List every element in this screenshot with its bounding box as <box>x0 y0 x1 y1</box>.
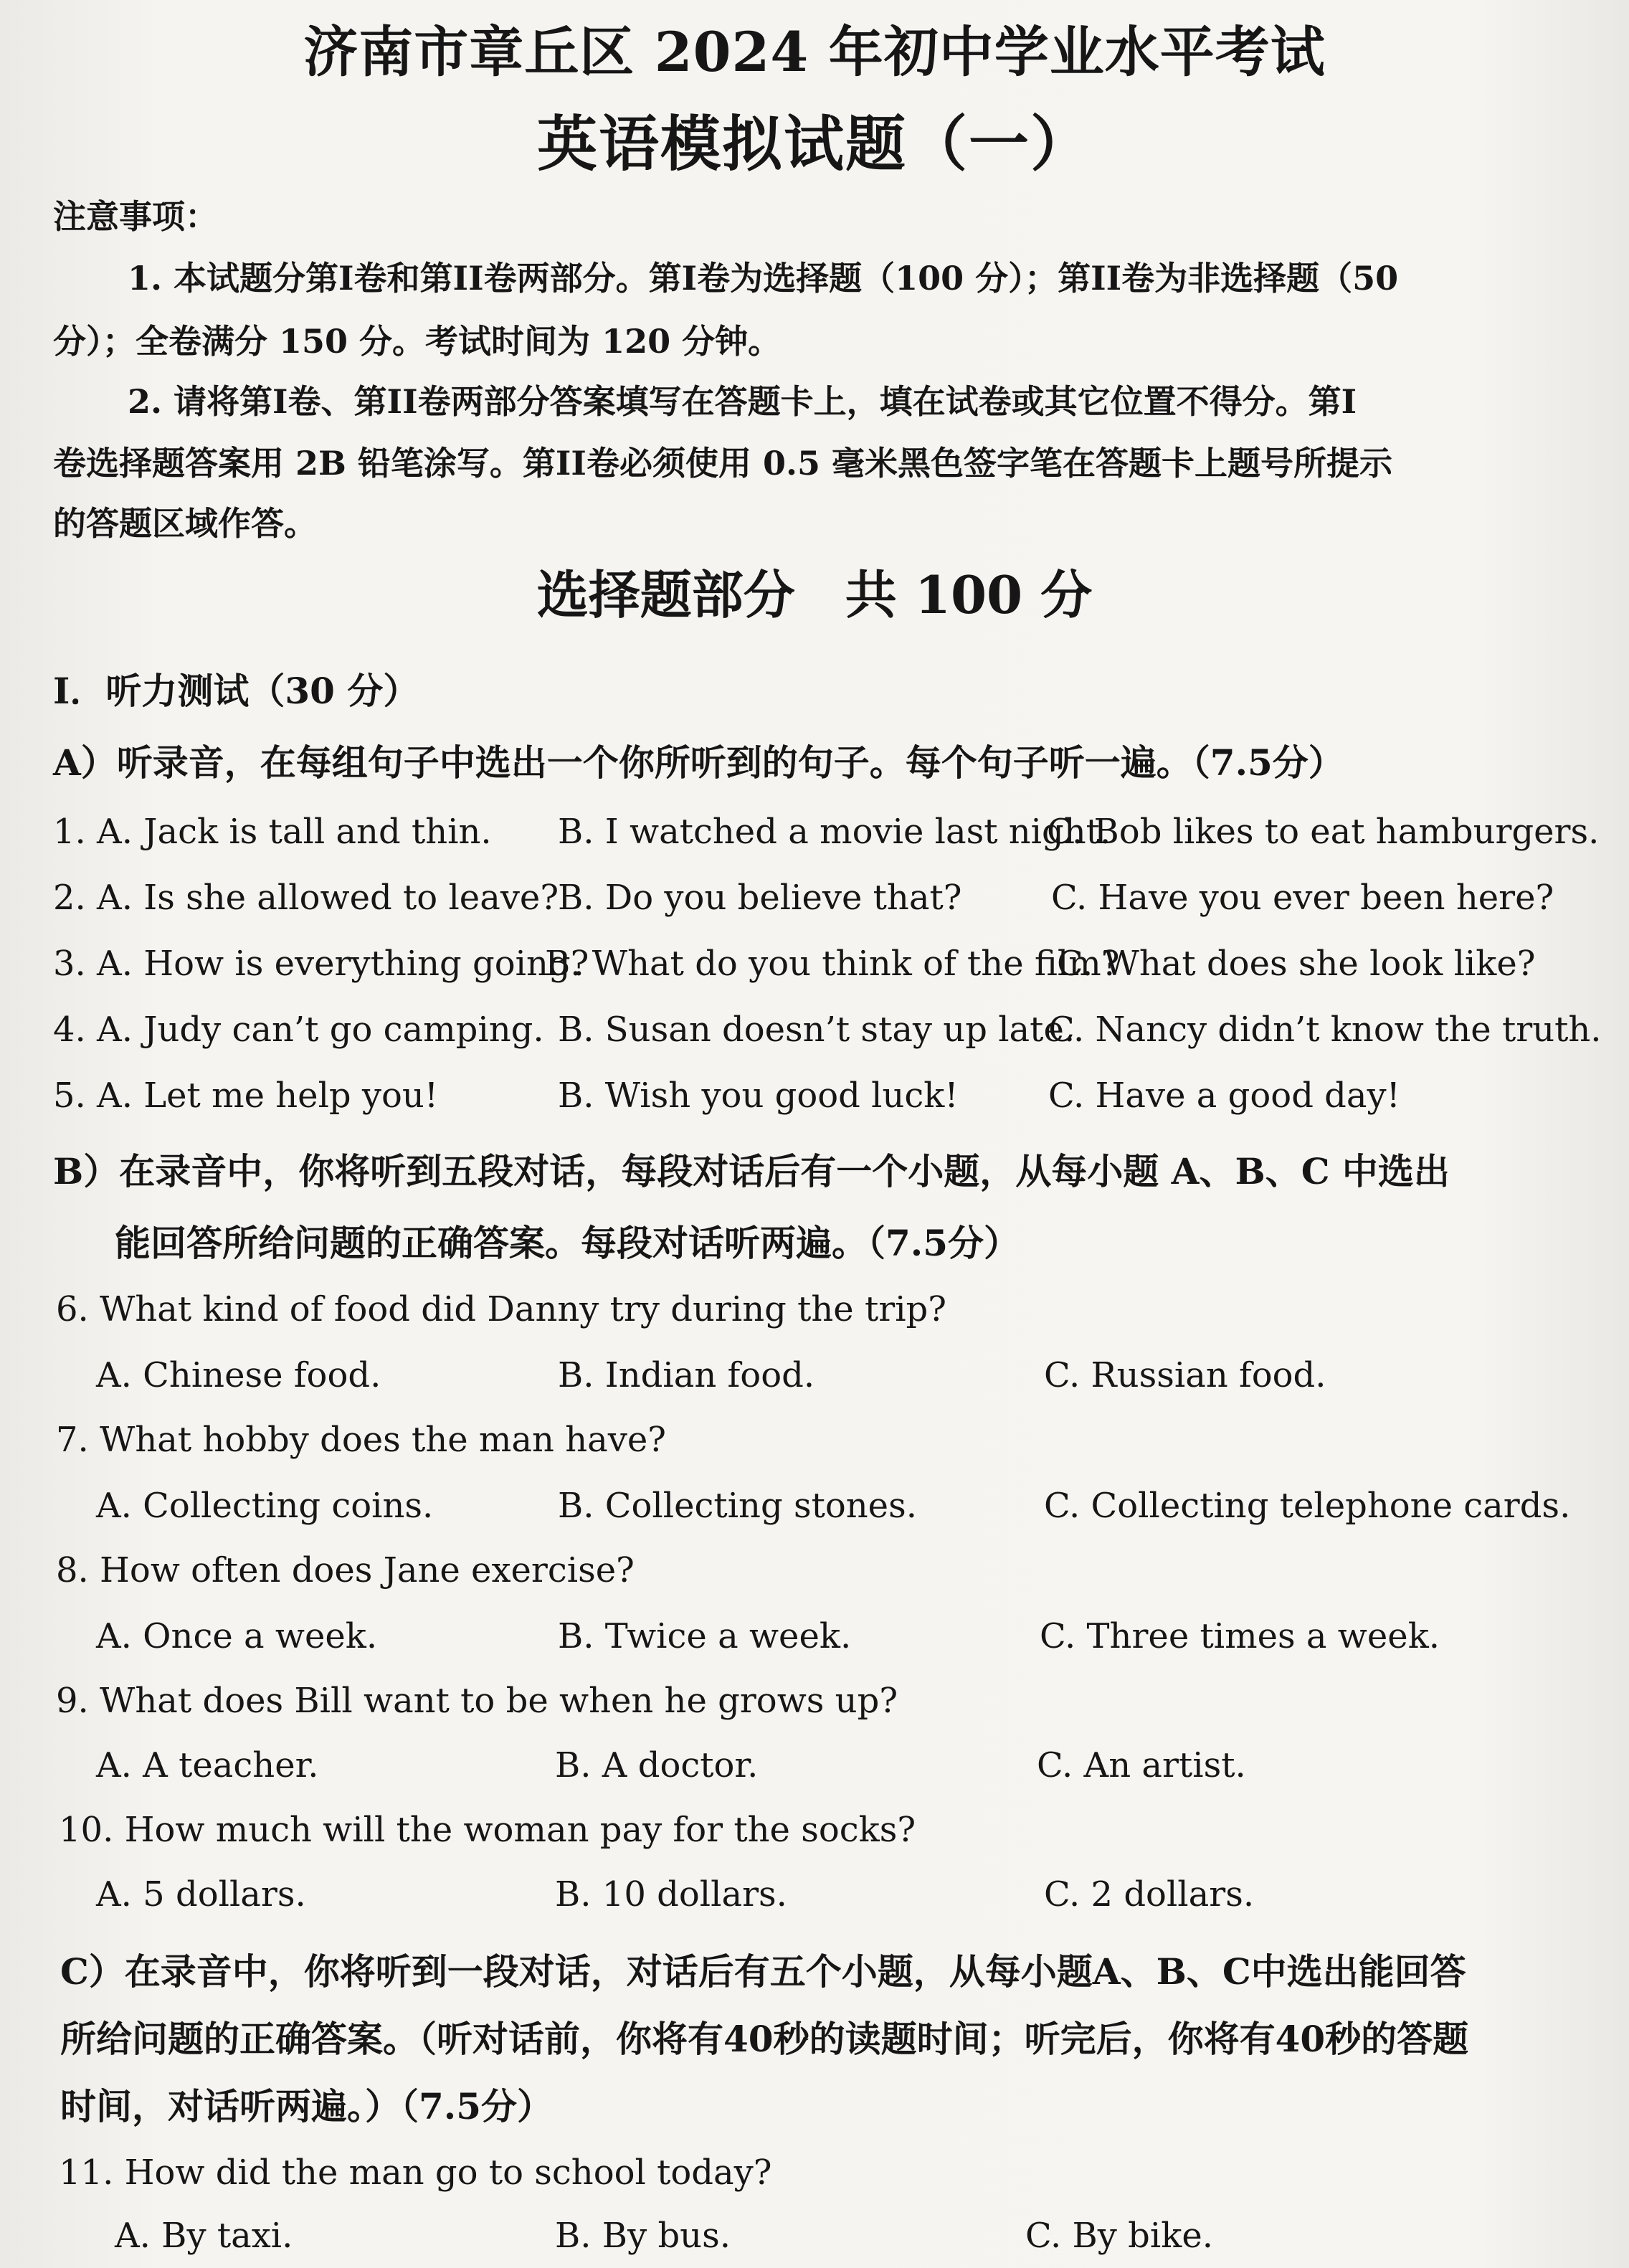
notice-line-2: 分）；全卷满分 150 分。考试时间为 120 分钟。 <box>53 322 782 361</box>
b-item-10-option-b: B. 10 dollars. <box>555 1874 787 1914</box>
a-item-3-option-b: B. What do you think of the film? <box>545 944 1120 984</box>
b-item-10-question: 10. How much will the woman pay for the socks? <box>59 1810 916 1850</box>
b-item-9-option-b: B. A doctor. <box>555 1745 759 1785</box>
a-item-4-option-a: 4. A. Judy can’t go camping. <box>53 1010 544 1050</box>
b-item-7-option-c: C. Collecting telephone cards. <box>1044 1486 1571 1526</box>
a-item-1-option-a: 1. A. Jack is tall and thin. <box>53 812 492 852</box>
part-1-title: I．听力测试（30 分） <box>53 670 419 712</box>
a-item-3-option-a: 3. A. How is everything going? <box>53 944 589 984</box>
a-item-5-option-b: B. Wish you good luck! <box>558 1076 959 1116</box>
c-item-11-option-a: A. By taxi. <box>115 2216 293 2256</box>
c-item-11-option-c: C. By bike. <box>1025 2216 1214 2256</box>
notice-line-5: 的答题区域作答。 <box>53 504 317 543</box>
a-item-5-option-c: C. Have a good day! <box>1048 1076 1400 1116</box>
b-item-8-option-c: C. Three times a week. <box>1040 1616 1440 1656</box>
b-item-8-option-b: B. Twice a week. <box>558 1616 852 1656</box>
notice-heading: 注意事项： <box>53 197 218 236</box>
b-item-9-option-c: C. An artist. <box>1037 1745 1246 1785</box>
notice-line-4: 卷选择题答案用 2B 铅笔涂写。第II卷必须使用 0.5 毫米黑色签字笔在答题卡上题号所提示 <box>53 444 1393 483</box>
b-item-6-option-a: A. Chinese food. <box>96 1355 381 1395</box>
a-item-3-option-c: C. What does she look like? <box>1057 944 1536 984</box>
a-item-4-option-c: C. Nancy didn’t know the truth. <box>1048 1010 1602 1050</box>
a-item-2-option-b: B. Do you believe that? <box>558 878 962 918</box>
b-item-8-question: 8. How often does Jane exercise? <box>56 1550 635 1590</box>
part-1c-instruction-line-2: 所给问题的正确答案。（听对话前，你将有40秒的读题时间；听完后，你将有40秒的答题 <box>60 2018 1469 2060</box>
b-item-8-option-a: A. Once a week. <box>96 1616 378 1656</box>
b-item-10-option-c: C. 2 dollars. <box>1044 1874 1255 1914</box>
section-heading <box>0 554 1629 628</box>
notice-line-3: 2. 请将第I卷、第II卷两部分答案填写在答题卡上，填在试卷或其它位置不得分。第I <box>128 382 1357 421</box>
part-1c-instruction-line-3: 时间，对话听两遍。）（7.5分） <box>60 2085 553 2127</box>
exam-subtitle: 英语模拟试题（一） <box>536 108 1092 179</box>
b-item-6-option-c: C. Russian food. <box>1044 1355 1326 1395</box>
notice-line-1: 1. 本试题分第I卷和第II卷两部分。第I卷为选择题（100 分）；第II卷为非选择题（50 <box>128 259 1399 298</box>
a-item-2-option-c: C. Have you ever been here? <box>1051 878 1554 918</box>
b-item-9-option-a: A. A teacher. <box>96 1745 319 1785</box>
a-item-5-option-a: 5. A. Let me help you! <box>53 1076 439 1116</box>
a-item-1-option-c: C. Bob likes to eat hamburgers. <box>1047 812 1600 852</box>
section-heading-right: 共 100 分 <box>845 564 1093 625</box>
c-item-11-question: 11. How did the man go to school today? <box>59 2153 772 2193</box>
part-1a-instruction: A）听录音，在每组句子中选出一个你所听到的句子。每个句子听一遍。（7.5分） <box>53 741 1344 784</box>
b-item-9-question: 9. What does Bill want to be when he grows up? <box>56 1681 898 1721</box>
b-item-7-option-a: A. Collecting coins. <box>96 1486 434 1526</box>
b-item-7-option-b: B. Collecting stones. <box>558 1486 917 1526</box>
part-1b-instruction-line-1: B）在录音中，你将听到五段对话，每段对话后有一个小题，从每小题 A、B、C 中选出 <box>53 1150 1450 1192</box>
section-heading-left: 选择题部分 <box>536 564 795 625</box>
b-item-6-question: 6. What kind of food did Danny try during the trip? <box>56 1289 946 1329</box>
a-item-2-option-a: 2. A. Is she allowed to leave? <box>53 878 559 918</box>
b-item-6-option-b: B. Indian food. <box>558 1355 815 1395</box>
part-1c-instruction-line-1: C）在录音中，你将听到一段对话，对话后有五个小题，从每小题A、B、C中选出能回答 <box>60 1950 1466 1993</box>
a-item-1-option-b: B. I watched a movie last night. <box>558 812 1111 852</box>
a-item-4-option-b: B. Susan doesn’t stay up late. <box>558 1010 1075 1050</box>
c-item-11-option-b: B. By bus. <box>555 2216 731 2256</box>
part-1b-instruction-line-2: 能回答所给问题的正确答案。每段对话听两遍。（7.5分） <box>115 1222 1020 1264</box>
b-item-7-question: 7. What hobby does the man have? <box>56 1420 666 1460</box>
b-item-10-option-a: A. 5 dollars. <box>96 1874 306 1914</box>
exam-title: 济南市章丘区 2024 年初中学业水平考试 <box>303 20 1326 84</box>
